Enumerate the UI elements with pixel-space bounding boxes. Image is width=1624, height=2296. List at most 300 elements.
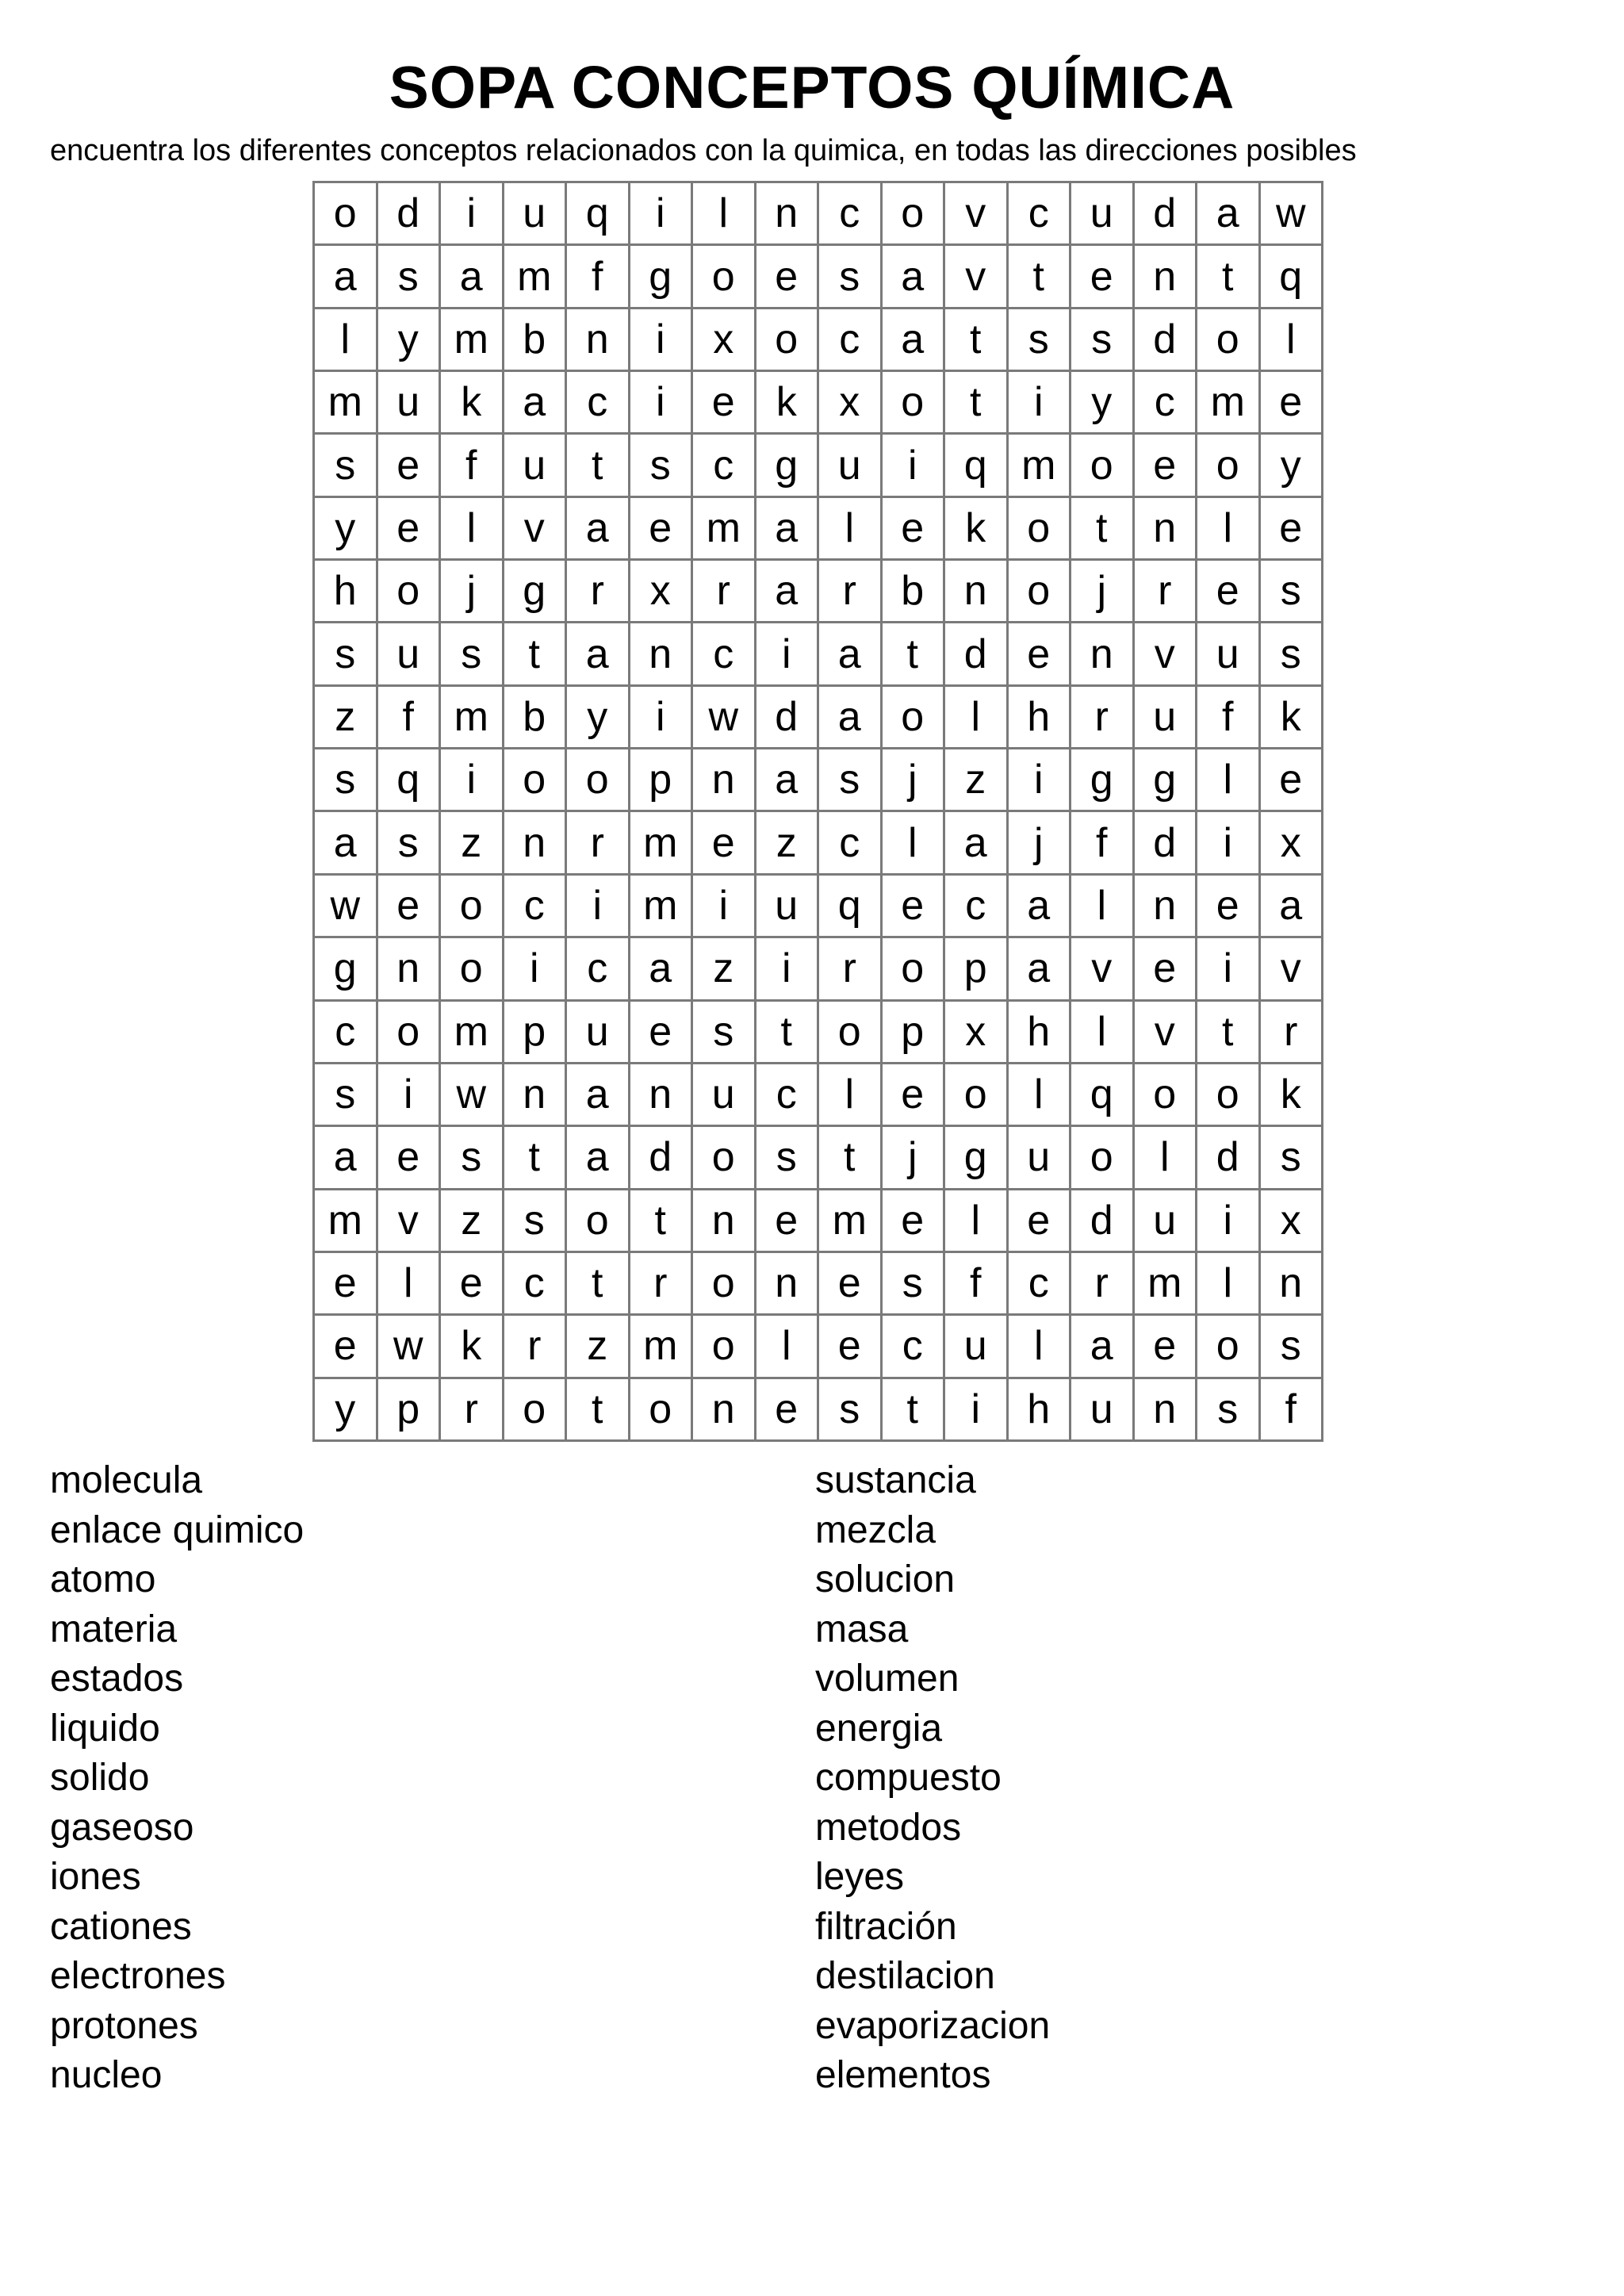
grid-cell: m	[441, 1002, 504, 1064]
word-list-right	[815, 1456, 1050, 2101]
word-list-item: gaseoso	[50, 1806, 194, 1849]
grid-cell: n	[630, 623, 694, 686]
grid-cell: f	[1071, 812, 1135, 875]
grid-cell: a	[567, 623, 630, 686]
grid-cell: o	[630, 1379, 694, 1442]
grid-cell: o	[378, 561, 442, 623]
grid-cell: j	[883, 749, 946, 812]
grid-cell: o	[441, 876, 504, 938]
grid-cell: a	[1009, 938, 1072, 1001]
grid-cell: x	[1261, 1190, 1324, 1253]
grid-cell: m	[504, 246, 568, 309]
grid-cell: o	[883, 938, 946, 1001]
grid-cell: z	[441, 1190, 504, 1253]
grid-cell: d	[756, 687, 820, 749]
grid-cell: m	[693, 498, 756, 561]
word-list-left	[50, 1456, 304, 2101]
grid-cell: f	[1261, 1379, 1324, 1442]
grid-cell: v	[504, 498, 568, 561]
grid-cell: k	[1261, 1064, 1324, 1127]
word-list-item: solucion	[815, 1558, 956, 1600]
grid-cell: t	[883, 1379, 946, 1442]
grid-cell: s	[1071, 309, 1135, 372]
grid-cell: s	[819, 1379, 883, 1442]
grid-cell: p	[630, 749, 694, 812]
grid-cell: n	[756, 1253, 820, 1316]
grid-cell: a	[819, 623, 883, 686]
grid-cell: r	[1071, 1253, 1135, 1316]
grid-cell: s	[378, 812, 442, 875]
grid-cell: i	[1009, 372, 1072, 435]
grid-cell: h	[1009, 687, 1072, 749]
grid-cell: e	[1261, 372, 1324, 435]
grid-cell: w	[315, 876, 378, 938]
grid-cell: r	[567, 561, 630, 623]
grid-cell: u	[378, 372, 442, 435]
grid-cell: n	[1261, 1253, 1324, 1316]
word-list-item: estados	[50, 1658, 184, 1700]
grid-cell: o	[945, 1064, 1009, 1127]
grid-cell: r	[567, 812, 630, 875]
grid-cell: t	[1197, 246, 1261, 309]
grid-cell: q	[819, 876, 883, 938]
grid-cell: e	[1135, 1316, 1198, 1378]
word-list-item: energia	[815, 1707, 943, 1750]
grid-cell: v	[1071, 938, 1135, 1001]
word-list-item: masa	[815, 1608, 909, 1650]
grid-cell: m	[441, 309, 504, 372]
grid-cell: s	[315, 623, 378, 686]
grid-cell: s	[819, 246, 883, 309]
grid-cell: u	[1009, 1127, 1072, 1190]
word-list-item: iones	[50, 1856, 141, 1898]
grid-cell: b	[504, 309, 568, 372]
grid-cell: e	[883, 1190, 946, 1253]
grid-cell: c	[883, 1316, 946, 1378]
grid-cell: n	[504, 1064, 568, 1127]
grid-cell: e	[819, 1316, 883, 1378]
grid-cell: l	[693, 183, 756, 246]
grid-cell: a	[1071, 1316, 1135, 1378]
grid-cell: b	[883, 561, 946, 623]
grid-cell: y	[315, 1379, 378, 1442]
grid-cell: e	[1261, 749, 1324, 812]
grid-cell: n	[504, 812, 568, 875]
grid-cell: z	[567, 1316, 630, 1378]
grid-cell: s	[504, 1190, 568, 1253]
grid-cell: m	[315, 1190, 378, 1253]
instructions: encuentra los diferentes conceptos relacionados con la quimica, en todas las direcciones posibles	[50, 134, 1357, 167]
grid-cell: p	[883, 1002, 946, 1064]
grid-cell: c	[756, 1064, 820, 1127]
grid-cell: p	[945, 938, 1009, 1001]
grid-cell: v	[378, 1190, 442, 1253]
grid-cell: o	[693, 1127, 756, 1190]
grid-cell: x	[945, 1002, 1009, 1064]
grid-cell: l	[819, 498, 883, 561]
word-list-item: sustancia	[815, 1459, 976, 1501]
grid-cell: i	[630, 372, 694, 435]
grid-cell: a	[819, 687, 883, 749]
grid-cell: o	[567, 1190, 630, 1253]
grid-cell: t	[1009, 246, 1072, 309]
grid-cell: m	[1197, 372, 1261, 435]
grid-cell: c	[693, 435, 756, 497]
grid-cell: t	[1197, 1002, 1261, 1064]
grid-cell: c	[567, 372, 630, 435]
word-list-item: electrones	[50, 1955, 226, 1997]
grid-cell: a	[883, 246, 946, 309]
grid-cell: e	[1071, 246, 1135, 309]
grid-cell: m	[441, 687, 504, 749]
grid-cell: o	[693, 1316, 756, 1378]
grid-cell: s	[1261, 1316, 1324, 1378]
grid-cell: m	[630, 876, 694, 938]
grid-cell: t	[756, 1002, 820, 1064]
grid-cell: c	[504, 1253, 568, 1316]
grid-cell: y	[315, 498, 378, 561]
grid-cell: y	[378, 309, 442, 372]
word-list-item: leyes	[815, 1856, 905, 1898]
grid-cell: o	[1197, 435, 1261, 497]
grid-cell: s	[315, 1064, 378, 1127]
grid-cell: d	[1135, 183, 1198, 246]
word-list-item: cationes	[50, 1905, 192, 1948]
grid-cell: m	[1009, 435, 1072, 497]
grid-cell: i	[1009, 749, 1072, 812]
grid-cell: n	[693, 1379, 756, 1442]
grid-cell: r	[630, 1253, 694, 1316]
grid-cell: e	[883, 498, 946, 561]
grid-cell: o	[819, 1002, 883, 1064]
grid-cell: j	[1071, 561, 1135, 623]
grid-cell: o	[378, 1002, 442, 1064]
grid-cell: g	[504, 561, 568, 623]
grid-cell: i	[693, 876, 756, 938]
grid-cell: o	[1009, 561, 1072, 623]
grid-cell: o	[883, 183, 946, 246]
grid-cell: s	[1197, 1379, 1261, 1442]
grid-cell: p	[378, 1379, 442, 1442]
grid-cell: u	[945, 1316, 1009, 1378]
grid-cell: a	[315, 1127, 378, 1190]
grid-cell: r	[504, 1316, 568, 1378]
grid-cell: l	[1197, 1253, 1261, 1316]
grid-cell: n	[630, 1064, 694, 1127]
grid-cell: l	[883, 812, 946, 875]
grid-cell: u	[504, 183, 568, 246]
grid-cell: c	[1135, 372, 1198, 435]
grid-cell: i	[1197, 1190, 1261, 1253]
grid-cell: l	[1071, 1002, 1135, 1064]
grid-cell: l	[1071, 876, 1135, 938]
grid-cell: a	[567, 1127, 630, 1190]
grid-cell: t	[504, 623, 568, 686]
grid-cell: i	[378, 1064, 442, 1127]
grid-cell: h	[1009, 1379, 1072, 1442]
word-list-item: liquido	[50, 1707, 160, 1750]
grid-cell: c	[567, 938, 630, 1001]
grid-cell: n	[1135, 498, 1198, 561]
grid-cell: z	[315, 687, 378, 749]
grid-cell: n	[756, 183, 820, 246]
grid-cell: n	[693, 749, 756, 812]
grid-cell: m	[630, 1316, 694, 1378]
grid-cell: e	[756, 1379, 820, 1442]
grid-cell: s	[1261, 623, 1324, 686]
grid-cell: x	[693, 309, 756, 372]
word-list-item: compuesto	[815, 1757, 1002, 1799]
word-list-item: mezcla	[815, 1508, 936, 1551]
grid-cell: m	[1135, 1253, 1198, 1316]
grid-cell: s	[315, 749, 378, 812]
grid-cell: a	[315, 246, 378, 309]
grid-cell: y	[1071, 372, 1135, 435]
grid-cell: g	[1135, 749, 1198, 812]
grid-cell: t	[567, 1379, 630, 1442]
grid-cell: n	[1135, 246, 1198, 309]
grid-cell: k	[441, 1316, 504, 1378]
grid-cell: a	[1197, 183, 1261, 246]
word-list-item: materia	[50, 1608, 178, 1650]
grid-cell: v	[945, 183, 1009, 246]
grid-cell: e	[1009, 623, 1072, 686]
grid-cell: e	[1261, 498, 1324, 561]
grid-cell: e	[756, 1190, 820, 1253]
grid-cell: s	[441, 623, 504, 686]
grid-cell: j	[441, 561, 504, 623]
grid-cell: w	[693, 687, 756, 749]
word-list-item: volumen	[815, 1658, 959, 1700]
grid-cell: n	[567, 309, 630, 372]
grid-cell: t	[1071, 498, 1135, 561]
grid-cell: q	[378, 749, 442, 812]
grid-cell: l	[819, 1064, 883, 1127]
grid-cell: h	[1009, 1002, 1072, 1064]
grid-cell: c	[504, 876, 568, 938]
grid-cell: m	[819, 1190, 883, 1253]
grid-cell: o	[1071, 435, 1135, 497]
grid-cell: u	[819, 435, 883, 497]
grid-cell: u	[1197, 623, 1261, 686]
grid-cell: e	[1135, 435, 1198, 497]
grid-cell: a	[945, 812, 1009, 875]
grid-cell: o	[1197, 309, 1261, 372]
grid-cell: n	[945, 561, 1009, 623]
grid-cell: e	[1197, 561, 1261, 623]
grid-cell: q	[567, 183, 630, 246]
grid-cell: o	[315, 183, 378, 246]
grid-cell: a	[883, 309, 946, 372]
grid-cell: d	[1071, 1190, 1135, 1253]
grid-cell: i	[756, 938, 820, 1001]
grid-cell: y	[567, 687, 630, 749]
grid-cell: p	[504, 1002, 568, 1064]
grid-cell: n	[1071, 623, 1135, 686]
grid-cell: u	[756, 876, 820, 938]
grid-cell: g	[945, 1127, 1009, 1190]
grid-cell: e	[630, 1002, 694, 1064]
grid-cell: e	[315, 1316, 378, 1378]
grid-cell: g	[1071, 749, 1135, 812]
grid-cell: l	[945, 687, 1009, 749]
grid-cell: o	[1197, 1064, 1261, 1127]
grid-cell: a	[441, 246, 504, 309]
grid-cell: t	[945, 372, 1009, 435]
grid-cell: y	[1261, 435, 1324, 497]
grid-cell: o	[756, 309, 820, 372]
grid-cell: r	[819, 561, 883, 623]
grid-cell: z	[756, 812, 820, 875]
grid-cell: l	[1009, 1316, 1072, 1378]
grid-cell: s	[1261, 561, 1324, 623]
grid-cell: r	[1071, 687, 1135, 749]
grid-cell: o	[693, 1253, 756, 1316]
word-list-item: enlace quimico	[50, 1508, 304, 1551]
grid-cell: c	[315, 1002, 378, 1064]
grid-cell: q	[1261, 246, 1324, 309]
grid-cell: s	[378, 246, 442, 309]
grid-cell: n	[378, 938, 442, 1001]
grid-cell: e	[630, 498, 694, 561]
grid-cell: r	[819, 938, 883, 1001]
grid-cell: k	[1261, 687, 1324, 749]
grid-cell: d	[1135, 309, 1198, 372]
grid-cell: f	[1197, 687, 1261, 749]
grid-cell: i	[630, 183, 694, 246]
grid-cell: g	[756, 435, 820, 497]
grid-cell: t	[567, 435, 630, 497]
word-list-item: protones	[50, 2004, 198, 2047]
word-list-item: atomo	[50, 1558, 156, 1600]
grid-cell: l	[1009, 1064, 1072, 1127]
grid-cell: w	[1261, 183, 1324, 246]
grid-cell: d	[945, 623, 1009, 686]
grid-cell: e	[756, 246, 820, 309]
grid-cell: s	[630, 435, 694, 497]
grid-cell: i	[756, 623, 820, 686]
grid-cell: t	[630, 1190, 694, 1253]
word-list-item: evaporizacion	[815, 2004, 1051, 2047]
grid-cell: u	[1135, 687, 1198, 749]
grid-cell: l	[1197, 498, 1261, 561]
grid-cell: c	[819, 183, 883, 246]
grid-cell: s	[315, 435, 378, 497]
grid-cell: o	[504, 1379, 568, 1442]
grid-cell: i	[630, 687, 694, 749]
grid-cell: l	[1261, 309, 1324, 372]
grid-cell: q	[1071, 1064, 1135, 1127]
word-search-grid	[312, 181, 1323, 1442]
grid-cell: d	[1135, 812, 1198, 875]
grid-cell: s	[441, 1127, 504, 1190]
word-list-item: elementos	[815, 2054, 991, 2096]
grid-cell: t	[819, 1127, 883, 1190]
grid-cell: d	[630, 1127, 694, 1190]
grid-cell: a	[756, 561, 820, 623]
grid-cell: i	[1197, 938, 1261, 1001]
grid-cell: g	[630, 246, 694, 309]
grid-cell: a	[567, 498, 630, 561]
grid-cell: o	[504, 749, 568, 812]
grid-cell: e	[1197, 876, 1261, 938]
grid-cell: x	[1261, 812, 1324, 875]
grid-cell: s	[883, 1253, 946, 1316]
grid-cell: f	[945, 1253, 1009, 1316]
grid-cell: e	[883, 1064, 946, 1127]
grid-cell: u	[693, 1064, 756, 1127]
grid-cell: w	[441, 1064, 504, 1127]
grid-cell: r	[1261, 1002, 1324, 1064]
grid-cell: f	[378, 687, 442, 749]
word-list-item: solido	[50, 1757, 150, 1799]
grid-cell: k	[756, 372, 820, 435]
word-list-item: metodos	[815, 1806, 962, 1849]
grid-cell: o	[883, 687, 946, 749]
grid-cell: e	[819, 1253, 883, 1316]
grid-cell: l	[756, 1316, 820, 1378]
grid-cell: e	[378, 435, 442, 497]
grid-cell: z	[693, 938, 756, 1001]
grid-cell: a	[756, 749, 820, 812]
grid-cell: v	[1135, 623, 1198, 686]
grid-cell: u	[567, 1002, 630, 1064]
grid-cell: n	[1135, 876, 1198, 938]
grid-cell: z	[945, 749, 1009, 812]
page-title: SOPA CONCEPTOS QUÍMICA	[389, 54, 1235, 121]
grid-cell: w	[378, 1316, 442, 1378]
grid-cell: e	[378, 876, 442, 938]
grid-cell: s	[756, 1127, 820, 1190]
grid-cell: i	[630, 309, 694, 372]
grid-cell: o	[441, 938, 504, 1001]
grid-cell: v	[1135, 1002, 1198, 1064]
grid-cell: e	[1009, 1190, 1072, 1253]
grid-cell: s	[1009, 309, 1072, 372]
grid-cell: e	[693, 372, 756, 435]
grid-cell: i	[567, 876, 630, 938]
grid-cell: s	[693, 1002, 756, 1064]
grid-cell: t	[567, 1253, 630, 1316]
grid-cell: o	[1135, 1064, 1198, 1127]
grid-cell: u	[1135, 1190, 1198, 1253]
grid-cell: h	[315, 561, 378, 623]
grid-cell: e	[315, 1253, 378, 1316]
grid-cell: x	[630, 561, 694, 623]
grid-cell: l	[945, 1190, 1009, 1253]
grid-cell: a	[1009, 876, 1072, 938]
grid-cell: n	[693, 1190, 756, 1253]
grid-cell: k	[441, 372, 504, 435]
grid-cell: i	[504, 938, 568, 1001]
grid-cell: a	[504, 372, 568, 435]
grid-cell: a	[567, 1064, 630, 1127]
grid-cell: o	[1009, 498, 1072, 561]
grid-cell: o	[567, 749, 630, 812]
grid-cell: o	[693, 246, 756, 309]
grid-cell: q	[945, 435, 1009, 497]
word-list-item: molecula	[50, 1459, 203, 1501]
grid-cell: s	[1261, 1127, 1324, 1190]
grid-cell: i	[883, 435, 946, 497]
grid-cell: x	[819, 372, 883, 435]
grid-cell: j	[883, 1127, 946, 1190]
grid-cell: o	[1197, 1316, 1261, 1378]
grid-cell: g	[315, 938, 378, 1001]
grid-cell: c	[945, 876, 1009, 938]
grid-cell: t	[945, 309, 1009, 372]
grid-cell: c	[1009, 183, 1072, 246]
